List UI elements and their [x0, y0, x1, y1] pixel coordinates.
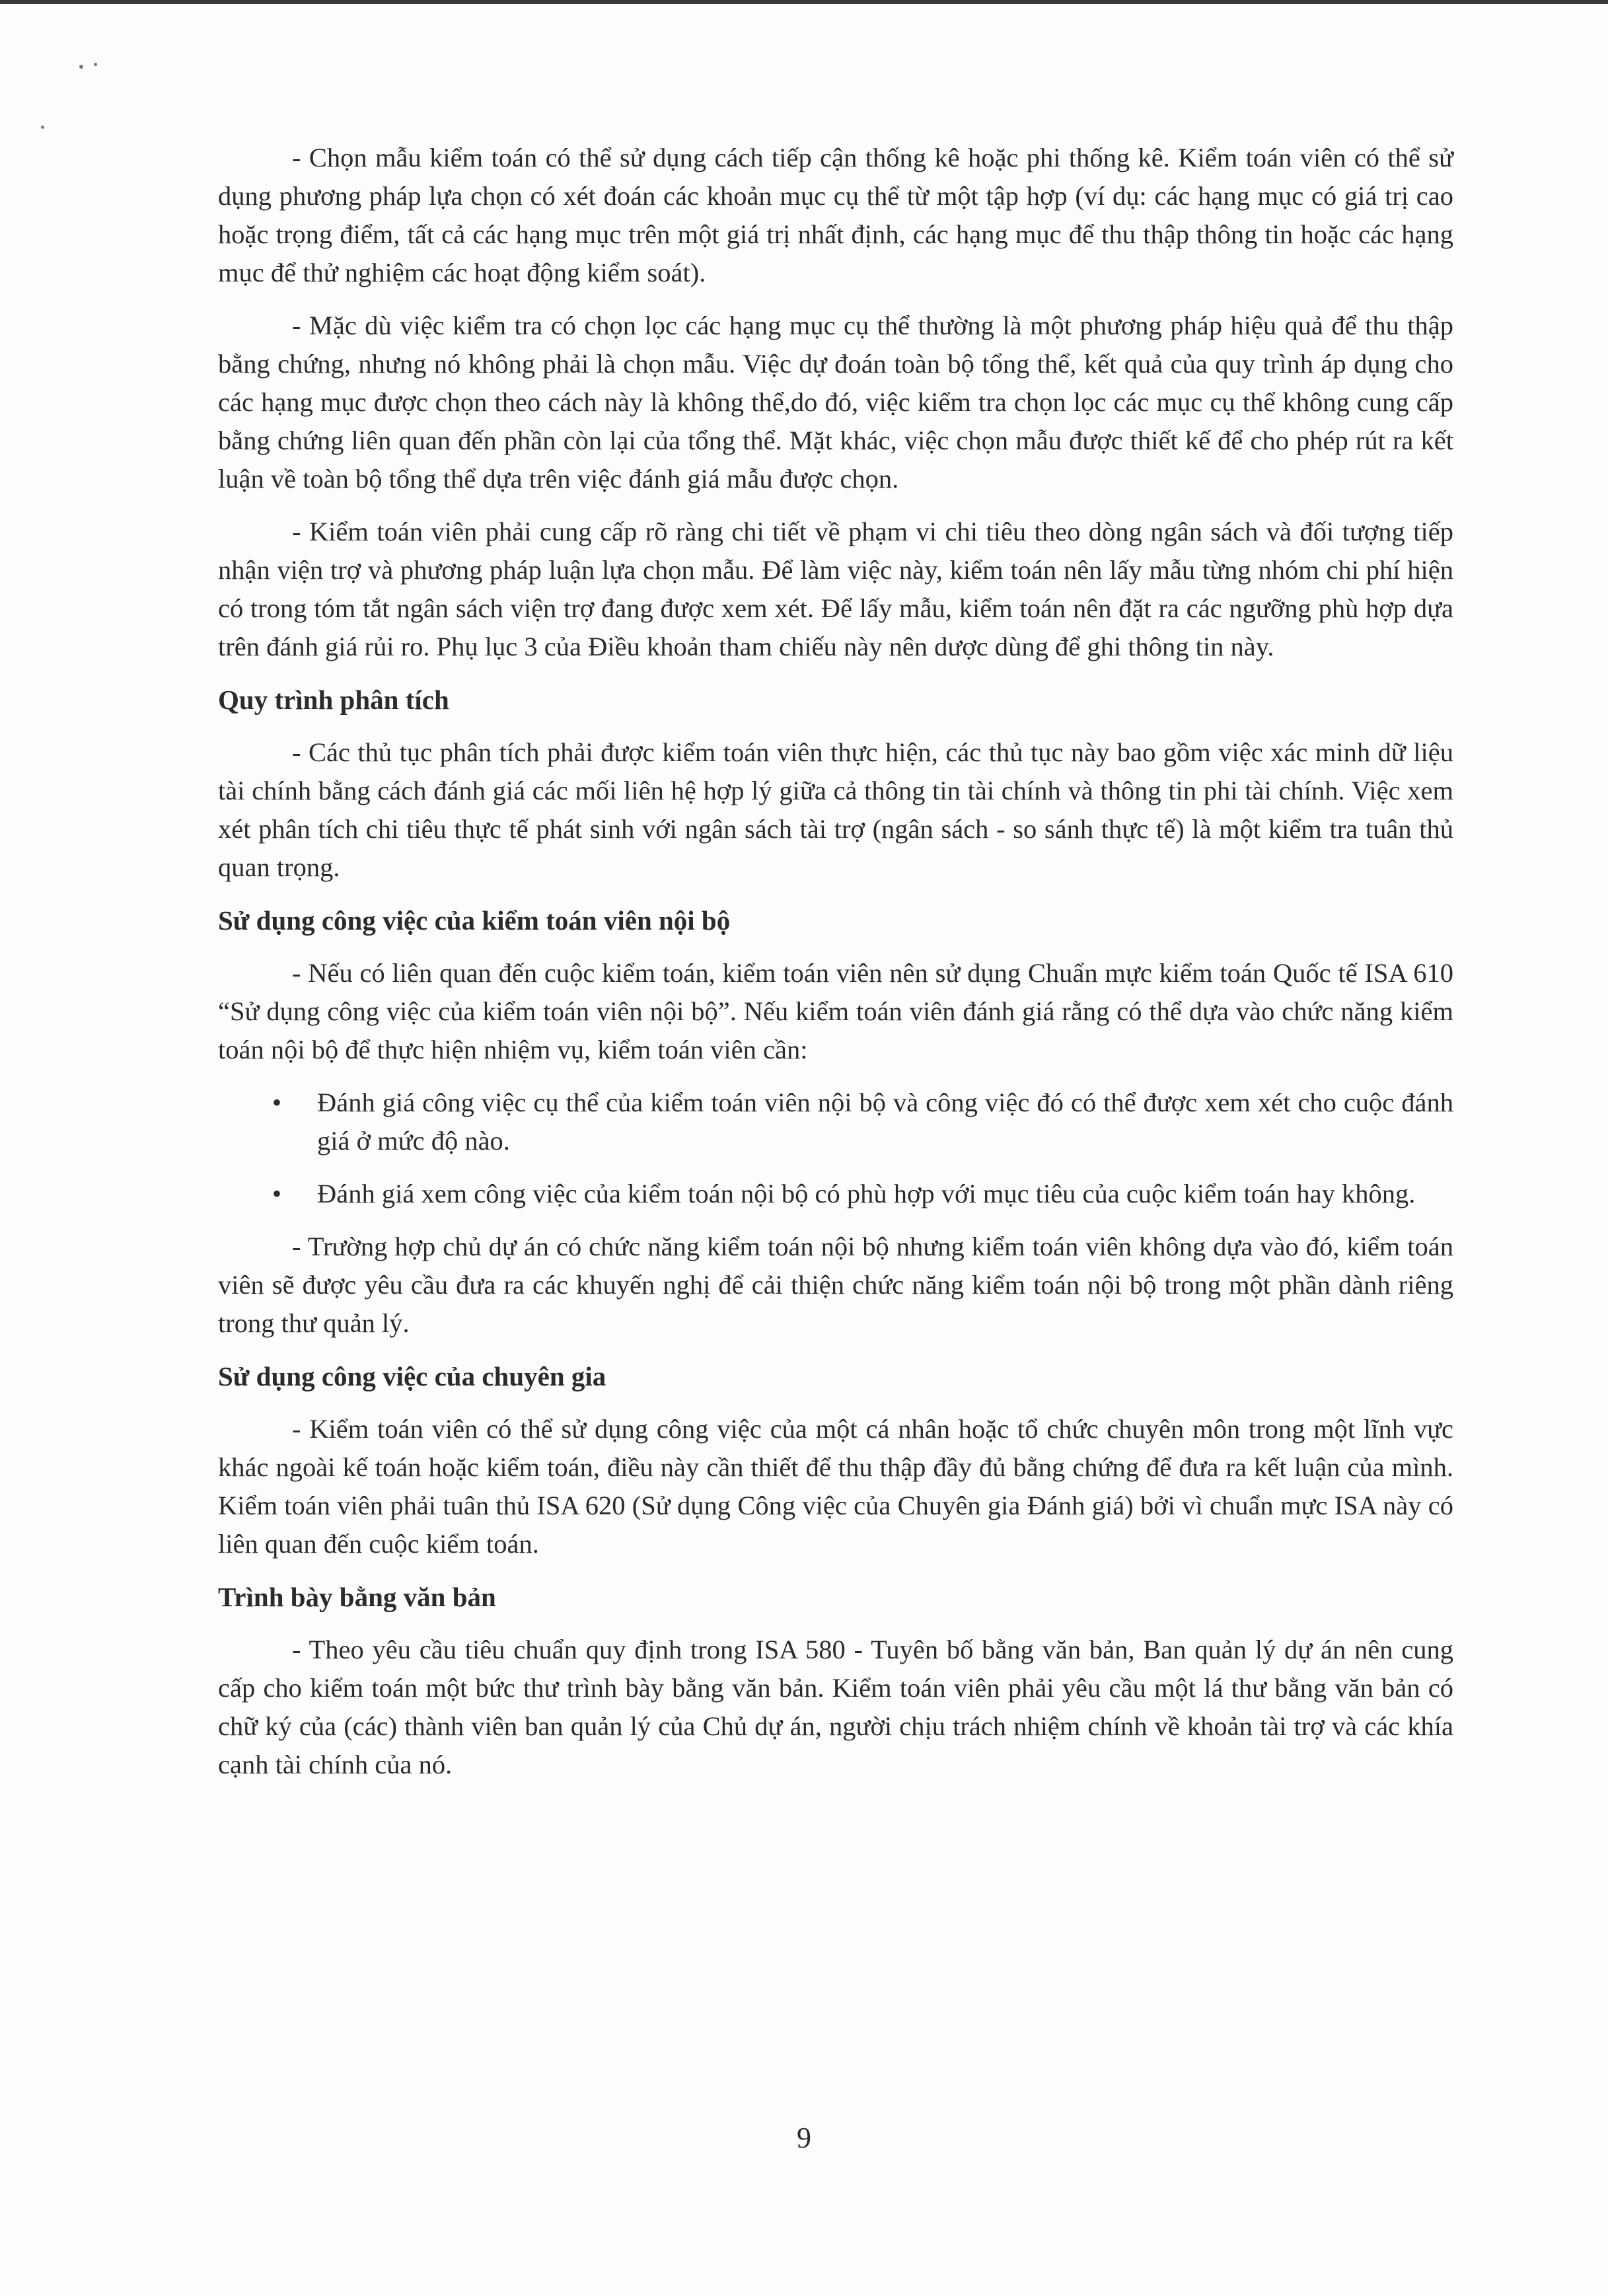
- bullet-dot-icon: •: [272, 1179, 282, 1208]
- scan-speck: [41, 126, 44, 129]
- bullet-item: [218, 1084, 1453, 1160]
- scan-speck: [94, 63, 97, 66]
- paragraph-analytical-procedures: - Các thủ tục phân tích phải được kiểm toán viên thực hiện, các thủ tục này bao gồm việc xác minh dữ liệu tài chính bằng cách đánh giá các mối liên hệ hợp lý giữa cả thông tin tài chính và thông tin phi tài chính. Việc xem xét phân tích chi tiêu thực tế phát sinh với ngân sách tài trợ (ngân sách - so sánh thực tế) là một kiểm tra tuân thủ quan trọng.: [218, 737, 1453, 882]
- paragraph-sampling-scope: - Kiểm toán viên phải cung cấp rõ ràng chi tiết về phạm vi chi tiêu theo dòng ngân sách và đối tượng tiếp nhận viện trợ và phương pháp luận lựa chọn mẫu. Để làm việc này, kiểm toán nên lấy mẫu từng nhóm chi phí hiện có trong tóm tắt ngân sách viện trợ đang được xem xét. Để lấy mẫu, kiểm toán nên đặt ra các ngưỡng phù hợp dựa trên đánh giá rủi ro. Phụ lục 3 của Điều khoản tham chiếu này nên dược dùng để ghi thông tin này.: [218, 517, 1453, 661]
- paragraph-expert-work: - Kiểm toán viên có thể sử dụng công việc của một cá nhân hoặc tổ chức chuyên môn trong một lĩnh vực khác ngoài kế toán hoặc kiểm toán, điều này cần thiết để thu thập đầy đủ bằng chứng để đưa ra kết luận của mình. Kiểm toán viên phải tuân thủ ISA 620 (Sử dụng Công việc của Chuyên gia Đánh giá) bởi vì chuẩn mực ISA này có liên quan đến cuộc kiểm toán.: [218, 1414, 1453, 1559]
- heading-analytical-procedures: Quy trình phân tích: [218, 685, 449, 715]
- paragraph-selective-testing: - Mặc dù việc kiểm tra có chọn lọc các hạng mục cụ thể thường là một phương pháp hiệu quả để thu thập bằng chứng, nhưng nó không phải là chọn mẫu. Việc dự đoán toàn bộ tổng thể, kết quả của quy trình áp dụng cho các hạng mục được chọn theo cách này là không thể,do đó, việc kiểm tra chọn lọc các mục cụ thể không cung cấp bằng chứng liên quan đến phần còn lại của tổng thể. Mặt khác, việc chọn mẫu được thiết kế để cho phép rút ra kết luận về toàn bộ tổng thể dựa trên việc đánh giá mẫu được chọn.: [218, 311, 1453, 494]
- paragraph-internal-audit-not-relied: - Trường hợp chủ dự án có chức năng kiểm toán nội bộ nhưng kiểm toán viên không dựa vào đó, kiểm toán viên sẽ được yêu cầu đưa ra các khuyến nghị để cải thiện chức năng kiểm toán nội bộ trong một phần dành riêng trong thư quản lý.: [218, 1232, 1453, 1338]
- scan-speck: [79, 65, 83, 69]
- bullet-dot-icon: •: [272, 1088, 282, 1117]
- bullet-text: Đánh giá xem công việc của kiểm toán nội bộ có phù hợp với mục tiêu của cuộc kiểm toán hay không.: [317, 1179, 1416, 1208]
- bullet-item: [218, 1175, 1453, 1213]
- heading-internal-audit: Sử dụng công việc của kiểm toán viên nội bộ: [218, 905, 731, 936]
- heading-written-representation: Trình bày bằng văn bản: [218, 1582, 496, 1612]
- bullet-text: Đánh giá công việc cụ thể của kiểm toán viên nội bộ và công việc đó có thể được xem xét cho cuộc đánh giá ở mức độ nào.: [317, 1088, 1453, 1156]
- scan-top-edge: [0, 0, 1608, 4]
- paragraph-written-representation: - Theo yêu cầu tiêu chuẩn quy định trong ISA 580 - Tuyên bố bằng văn bản, Ban quản lý dự án nên cung cấp cho kiểm toán một bức thư trình bày bằng văn bản. Kiểm toán viên phải yêu cầu một lá thư bằng văn bản có chữ ký của (các) thành viên ban quản lý của Chủ dự án, người chịu trách nhiệm chính về khoản tài trợ và các khía cạnh tài chính của nó.: [218, 1635, 1453, 1779]
- internal-audit-bullet-list: [218, 1084, 1453, 1213]
- page-number: 9: [797, 2122, 811, 2154]
- heading-expert-work: Sử dụng công việc của chuyên gia: [218, 1361, 606, 1391]
- document-body: [218, 139, 1453, 1798]
- paragraph-sampling-approach: - Chọn mẫu kiểm toán có thể sử dụng cách tiếp cận thống kê hoặc phi thống kê. Kiểm toán viên có thể sử dụng phương pháp lựa chọn có xét đoán các khoản mục cụ thể từ một tập hợp (ví dụ: các hạng mục có giá trị cao hoặc trọng điểm, tất cả các hạng mục trên một giá trị nhất định, các hạng mục để thu thập thông tin hoặc các hạng mục để thử nghiệm các hoạt động kiểm soát).: [218, 143, 1453, 287]
- paragraph-internal-audit: - Nếu có liên quan đến cuộc kiểm toán, kiểm toán viên nên sử dụng Chuẩn mực kiểm toán Quốc tế ISA 610 “Sử dụng công việc của kiểm toán viên nội bộ”. Nếu kiểm toán viên đánh giá rằng có thể dựa vào chức năng kiểm toán nội bộ để thực hiện nhiệm vụ, kiểm toán viên cần:: [218, 958, 1453, 1064]
